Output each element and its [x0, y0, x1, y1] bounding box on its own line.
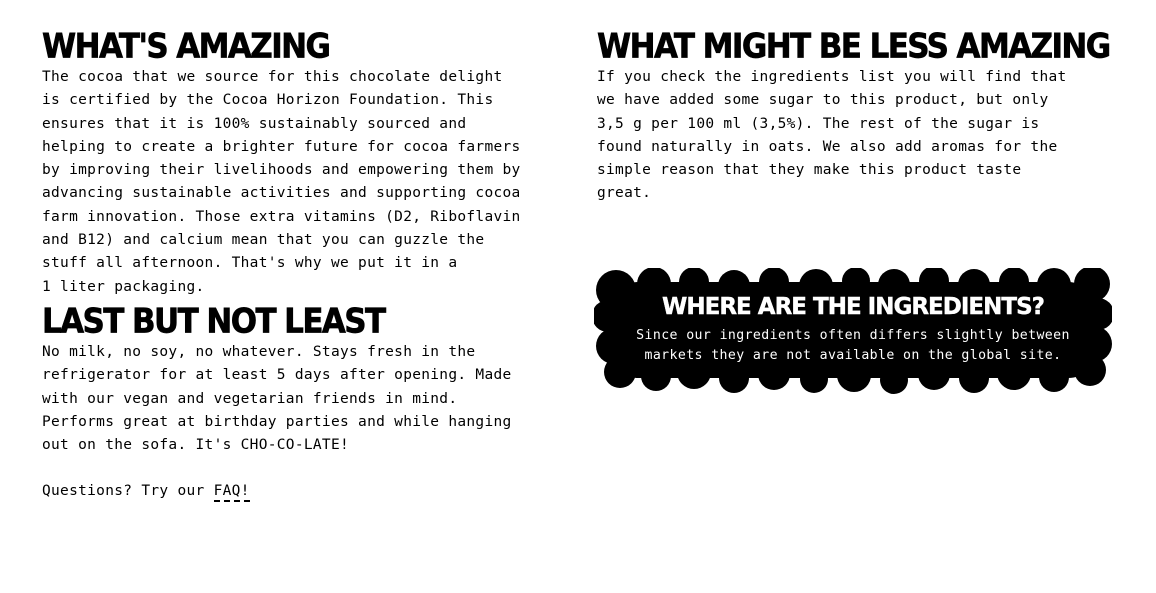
- last-but-not-least-text: No milk, no soy, no whatever. Stays fresh in the refrigerator for at least 5 days after opening. Made with our vegan and vegetarian friends in mind. Performs great at birthday parties and while hanging out on the sofa. It's CHO-CO-LATE!: [42, 343, 512, 454]
- questions-line: [42, 480, 562, 503]
- whats-amazing-text: The cocoa that we source for this chocolate delight is certified by the Cocoa Horizon Foundation. This ensures that it is 100% sustainably sourced and helping to create a brighter future for cocoa farmers by improving their livelihoods and empowering them by advancing sustainable activities and supporting cocoa farm innovation. Those extra vitamins (D2, Riboflavin and B12) and calcium mean that you can guzzle the stuff all afternoon. That's why we put it in a 1 liter packaging.: [42, 69, 521, 295]
- ingredients-callout-line-1: Since our ingredients often differs slightly between: [636, 328, 1070, 343]
- whats-amazing-heading: WHAT'S AMAZING: [42, 27, 330, 67]
- left-column: [42, 24, 562, 504]
- last-but-not-least-heading: LAST BUT NOT LEAST: [42, 302, 385, 342]
- ingredients-callout-line-2: markets they are not available on the global site.: [644, 348, 1062, 363]
- ingredients-callout-text: [594, 326, 1112, 366]
- less-amazing-text: If you check the ingredients list you will find that we have added some sugar to this product, but only 3,5 g per 100 ml (3,5%). The rest of the sugar is found naturally in oats. We also add aromas for the simple reason that they make this product taste great.: [597, 69, 1067, 202]
- ingredients-callout-title: WHERE ARE THE INGREDIENTS?: [662, 294, 1044, 320]
- questions-prefix: Questions? Try our: [42, 483, 214, 500]
- faq-link[interactable]: FAQ!: [214, 483, 250, 502]
- less-amazing-heading: WHAT MIGHT BE LESS AMAZING: [597, 27, 1110, 67]
- ingredients-callout: [594, 268, 1112, 394]
- ingredients-callout-content: [594, 290, 1112, 366]
- right-column: [597, 24, 1117, 206]
